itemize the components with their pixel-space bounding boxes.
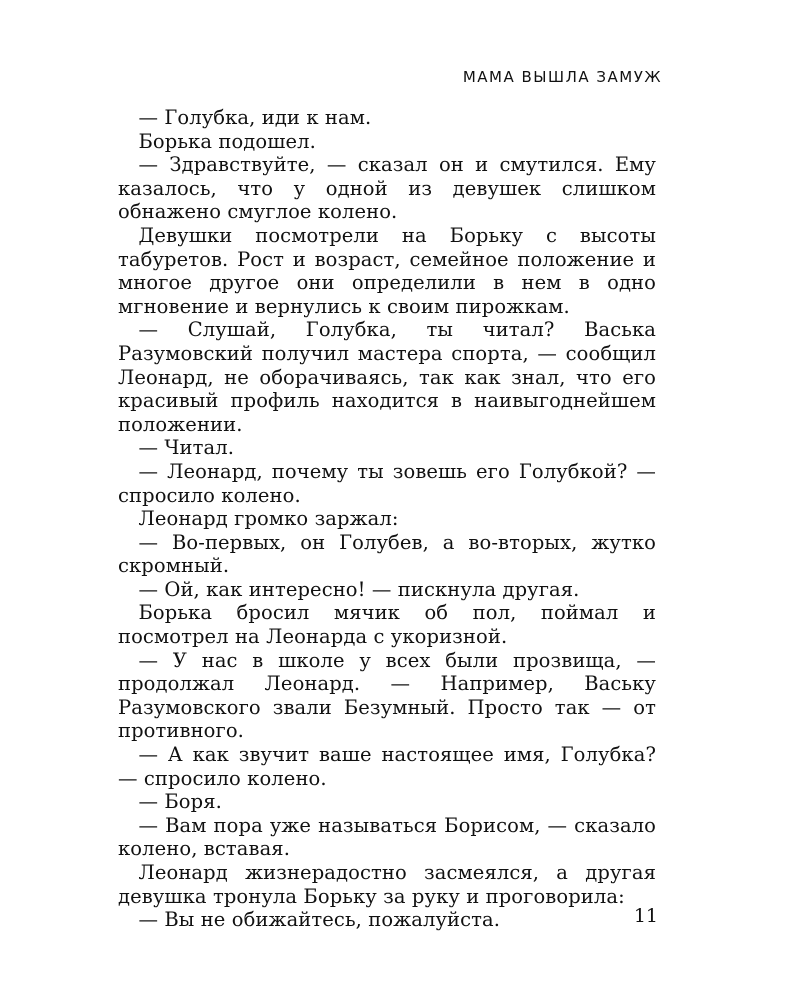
- paragraph: — Вы не обижайтесь, пожалуйста.: [138, 908, 501, 932]
- paragraph: Борька бросил мячик об пол, поймал и посмотрел на Леонарда с укоризной.: [118, 601, 656, 649]
- page-number: 11: [633, 905, 658, 927]
- paragraph: — Голубка, иди к нам.: [138, 106, 372, 129]
- paragraph: — Ой, как интересно! — пискнула другая.: [138, 577, 580, 601]
- paragraph: — Слушай, Голубка, ты читал? Васька Разумовский получил мастера спорта, — сообщил Леонард, не оборачиваясь, так как знал, что его красивый профиль находится в наивыгоднейшем положении.: [118, 318, 656, 436]
- paragraph: — Леонард, почему ты зовешь его Голубкой? — спросило колено.: [118, 459, 656, 507]
- running-title: МАМА ВЫШЛА ЗАМУЖ: [462, 68, 662, 86]
- paragraph: — Во-первых, он Голубев, а во-вторых, жутко скромный.: [118, 530, 656, 578]
- paragraph: — Вам пора уже называться Борисом, — сказало колено, вставая.: [118, 813, 656, 861]
- paragraph: — Здравствуйте, — сказал он и смутился. Ему казалось, что у одной из девушек слишком обнажено смуглое колено.: [118, 153, 656, 224]
- paragraph: — У нас в школе у всех были прозвища, — продолжал Леонард. — Например, Ваську Разумовского звали Безумный. Просто так — от противного.: [118, 648, 656, 743]
- paragraph: Леонард жизнерадостно засмеялся, а другая девушка тронула Борьку за руку и проговорила:: [118, 861, 656, 908]
- paragraph: — А как звучит ваше настоящее имя, Голубка? — спросило колено.: [118, 743, 656, 790]
- body-text: [118, 106, 656, 932]
- paragraph: Леонард громко заржал:: [138, 507, 399, 531]
- paragraph: Девушки посмотрели на Борьку с высоты табуретов. Рост и возраст, семейное положение и многое другое они определили в нем в одно мгновение и вернулись к своим пирожкам.: [118, 223, 656, 318]
- paragraph: — Боря.: [138, 790, 222, 814]
- paragraph: Борька подошел.: [138, 129, 316, 153]
- paragraph: — Читал.: [138, 436, 235, 460]
